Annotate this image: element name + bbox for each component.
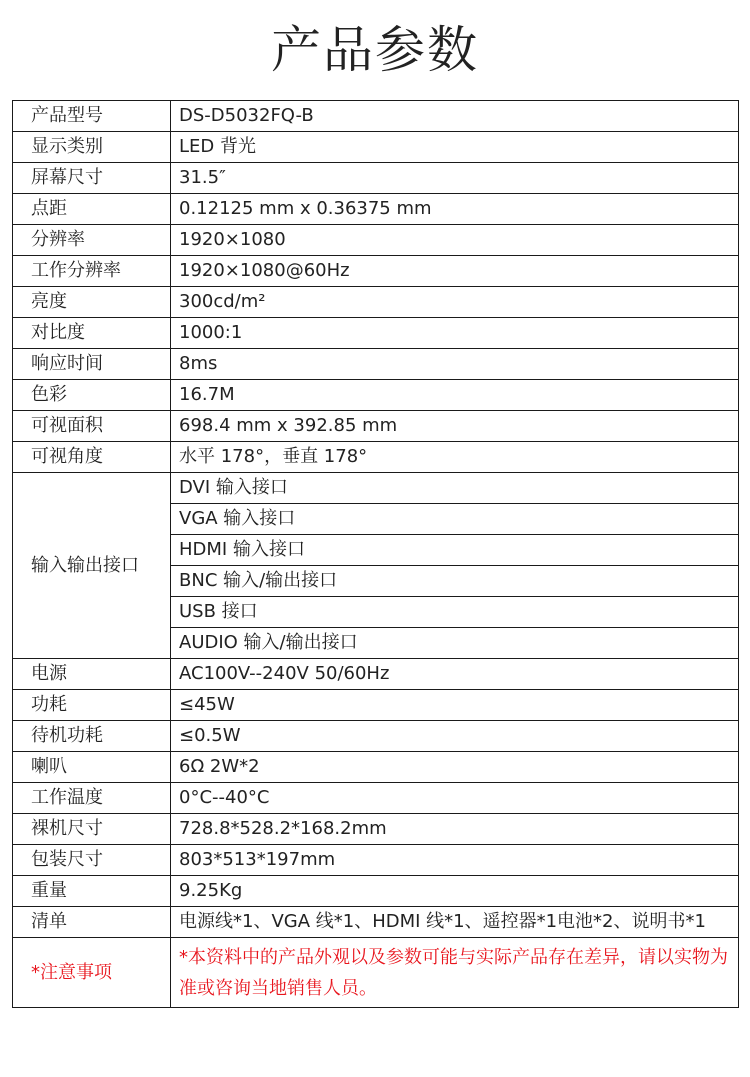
- row-label-viewing-angle: 可视角度: [13, 442, 171, 473]
- row-label-standby-power: 待机功耗: [13, 721, 171, 752]
- row-value-response-time: 8ms: [171, 349, 739, 380]
- row-value-colors: 16.7M: [171, 380, 739, 411]
- row-label-package-dimensions: 包装尺寸: [13, 845, 171, 876]
- row-label-power-supply: 电源: [13, 659, 171, 690]
- table-row: [13, 163, 739, 194]
- row-label-interfaces: 输入输出接口: [13, 473, 171, 659]
- spec-table: [12, 100, 739, 1008]
- notice-row: [13, 938, 739, 1008]
- row-value-contrast: 1000:1: [171, 318, 739, 349]
- interface-item: AUDIO 输入/输出接口: [171, 628, 739, 659]
- row-label-viewable-area: 可视面积: [13, 411, 171, 442]
- row-label-brightness: 亮度: [13, 287, 171, 318]
- row-label-model: 产品型号: [13, 101, 171, 132]
- row-value-brightness: 300cd/m²: [171, 287, 739, 318]
- row-label-weight: 重量: [13, 876, 171, 907]
- table-row: [13, 659, 739, 690]
- row-value-power-consumption: ≤45W: [171, 690, 739, 721]
- row-value-resolution: 1920×1080: [171, 225, 739, 256]
- row-value-display-type: LED 背光: [171, 132, 739, 163]
- table-row: [13, 690, 739, 721]
- row-value-screen-size: 31.5″: [171, 163, 739, 194]
- table-row: [13, 783, 739, 814]
- interface-item: USB 接口: [171, 597, 739, 628]
- row-value-viewable-area: 698.4 mm x 392.85 mm: [171, 411, 739, 442]
- row-label-power-consumption: 功耗: [13, 690, 171, 721]
- table-row: [13, 411, 739, 442]
- row-value-power-supply: AC100V--240V 50/60Hz: [171, 659, 739, 690]
- row-label-response-time: 响应时间: [13, 349, 171, 380]
- row-label-unit-dimensions: 裸机尺寸: [13, 814, 171, 845]
- table-row: [13, 721, 739, 752]
- table-row: [13, 442, 739, 473]
- page-title: 产品参数: [271, 21, 479, 79]
- row-label-screen-size: 屏幕尺寸: [13, 163, 171, 194]
- row-label-pixel-pitch: 点距: [13, 194, 171, 225]
- row-value-standby-power: ≤0.5W: [171, 721, 739, 752]
- interface-item: DVI 输入接口: [171, 473, 739, 504]
- row-label-working-resolution: 工作分辨率: [13, 256, 171, 287]
- table-row: [13, 814, 739, 845]
- notice-text: *本资料中的产品外观以及参数可能与实际产品存在差异，请以实物为准或咨询当地销售人员。: [171, 938, 739, 1008]
- interface-item: HDMI 输入接口: [171, 535, 739, 566]
- row-value-speaker: 6Ω 2W*2: [171, 752, 739, 783]
- notice-label: *注意事项: [13, 938, 171, 1008]
- table-row: [13, 845, 739, 876]
- row-label-display-type: 显示类别: [13, 132, 171, 163]
- interface-item: VGA 输入接口: [171, 504, 739, 535]
- row-value-operating-temp: 0°C--40°C: [171, 783, 739, 814]
- table-row: [13, 752, 739, 783]
- row-value-package-list: 电源线*1、VGA 线*1、HDMI 线*1、遥控器*1电池*2、说明书*1: [171, 907, 739, 938]
- table-row: [13, 318, 739, 349]
- row-label-resolution: 分辨率: [13, 225, 171, 256]
- table-row: [13, 194, 739, 225]
- table-row: [13, 876, 739, 907]
- table-row: [13, 132, 739, 163]
- table-row: [13, 101, 739, 132]
- row-label-colors: 色彩: [13, 380, 171, 411]
- table-row: [13, 287, 739, 318]
- row-value-model: DS-D5032FQ-B: [171, 101, 739, 132]
- table-row: [13, 907, 739, 938]
- table-row: [13, 380, 739, 411]
- table-row: [13, 473, 739, 504]
- row-value-weight: 9.25Kg: [171, 876, 739, 907]
- row-value-unit-dimensions: 728.8*528.2*168.2mm: [171, 814, 739, 845]
- row-label-speaker: 喇叭: [13, 752, 171, 783]
- row-label-operating-temp: 工作温度: [13, 783, 171, 814]
- row-value-package-dimensions: 803*513*197mm: [171, 845, 739, 876]
- interface-item: BNC 输入/输出接口: [171, 566, 739, 597]
- row-value-viewing-angle: 水平 178°，垂直 178°: [171, 442, 739, 473]
- row-label-package-list: 清单: [13, 907, 171, 938]
- table-row: [13, 256, 739, 287]
- table-row: [13, 225, 739, 256]
- row-value-pixel-pitch: 0.12125 mm x 0.36375 mm: [171, 194, 739, 225]
- table-row: [13, 349, 739, 380]
- row-value-working-resolution: 1920×1080@60Hz: [171, 256, 739, 287]
- row-label-contrast: 对比度: [13, 318, 171, 349]
